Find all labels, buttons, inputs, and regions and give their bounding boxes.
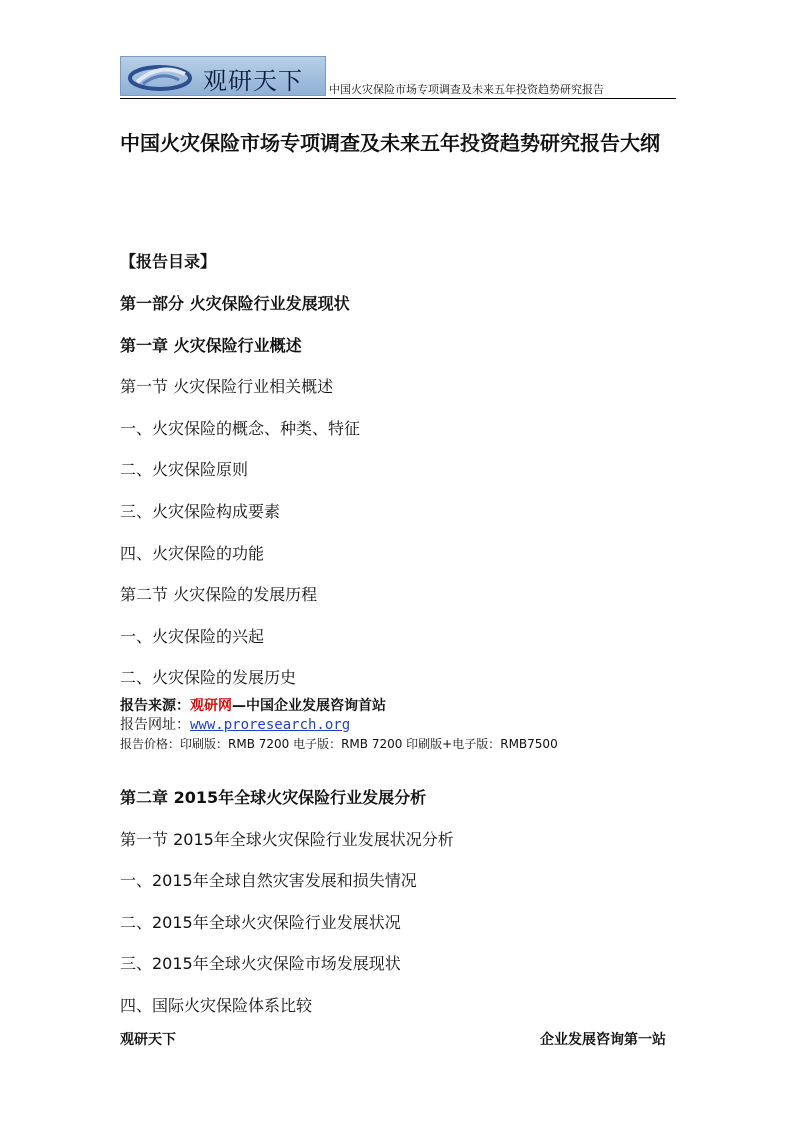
brand-logo: [120, 56, 326, 96]
toc-line: 一、火灾保险的兴起: [120, 627, 265, 646]
toc-line: 二、火灾保险原则: [120, 460, 249, 479]
toc-line: 第一部分 火灾保险行业发展现状: [120, 294, 350, 313]
toc-line: 二、2015年全球火灾保险行业发展状况: [120, 913, 401, 932]
report-source-block: [120, 697, 558, 754]
source-tagline: —中国企业发展咨询首站: [232, 698, 386, 714]
toc-line: 第二节 火灾保险的发展历程: [120, 585, 318, 604]
source-site[interactable]: 观研网: [190, 698, 232, 714]
toc-line: 二、火灾保险的发展历史: [120, 668, 297, 687]
report-url-link[interactable]: www.proresearch.org: [190, 717, 351, 733]
report-price: 报告价格：印刷版：RMB 7200 电子版：RMB 7200 印刷版+电子版：RMB7500: [120, 737, 558, 751]
toc-line: 四、国际火灾保险体系比较: [120, 996, 313, 1015]
header-divider: [120, 98, 676, 99]
toc-line: 四、火灾保险的功能: [120, 544, 265, 563]
toc-line: 第一节 2015年全球火灾保险行业发展状况分析: [120, 830, 454, 849]
running-header-title: 中国火灾保险市场专项调查及未来五年投资趋势研究报告: [329, 83, 604, 96]
toc-line: 一、火灾保险的概念、种类、特征: [120, 419, 361, 438]
toc-heading: 【报告目录】: [120, 252, 217, 271]
toc-line: 一、2015年全球自然灾害发展和损失情况: [120, 871, 417, 890]
footer-left: 观研天下: [120, 1032, 176, 1048]
logo-swirl-icon: [125, 60, 195, 94]
footer-right: 企业发展咨询第一站: [540, 1032, 666, 1048]
toc-line: 第二章 2015年全球火灾保险行业发展分析: [120, 788, 427, 807]
source-label: 报告来源：: [120, 698, 190, 714]
document-title: 中国火灾保险市场专项调查及未来五年投资趋势研究报告大纲: [120, 131, 660, 155]
toc-line: 三、2015年全球火灾保险市场发展现状: [120, 954, 401, 973]
toc-line: 三、火灾保险构成要素: [120, 502, 281, 521]
url-label: 报告网址：: [120, 717, 190, 733]
toc-line: 第一节 火灾保险行业相关概述: [120, 377, 334, 396]
logo-text: 观研天下: [203, 67, 303, 95]
toc-line: 第一章 火灾保险行业概述: [120, 336, 302, 355]
